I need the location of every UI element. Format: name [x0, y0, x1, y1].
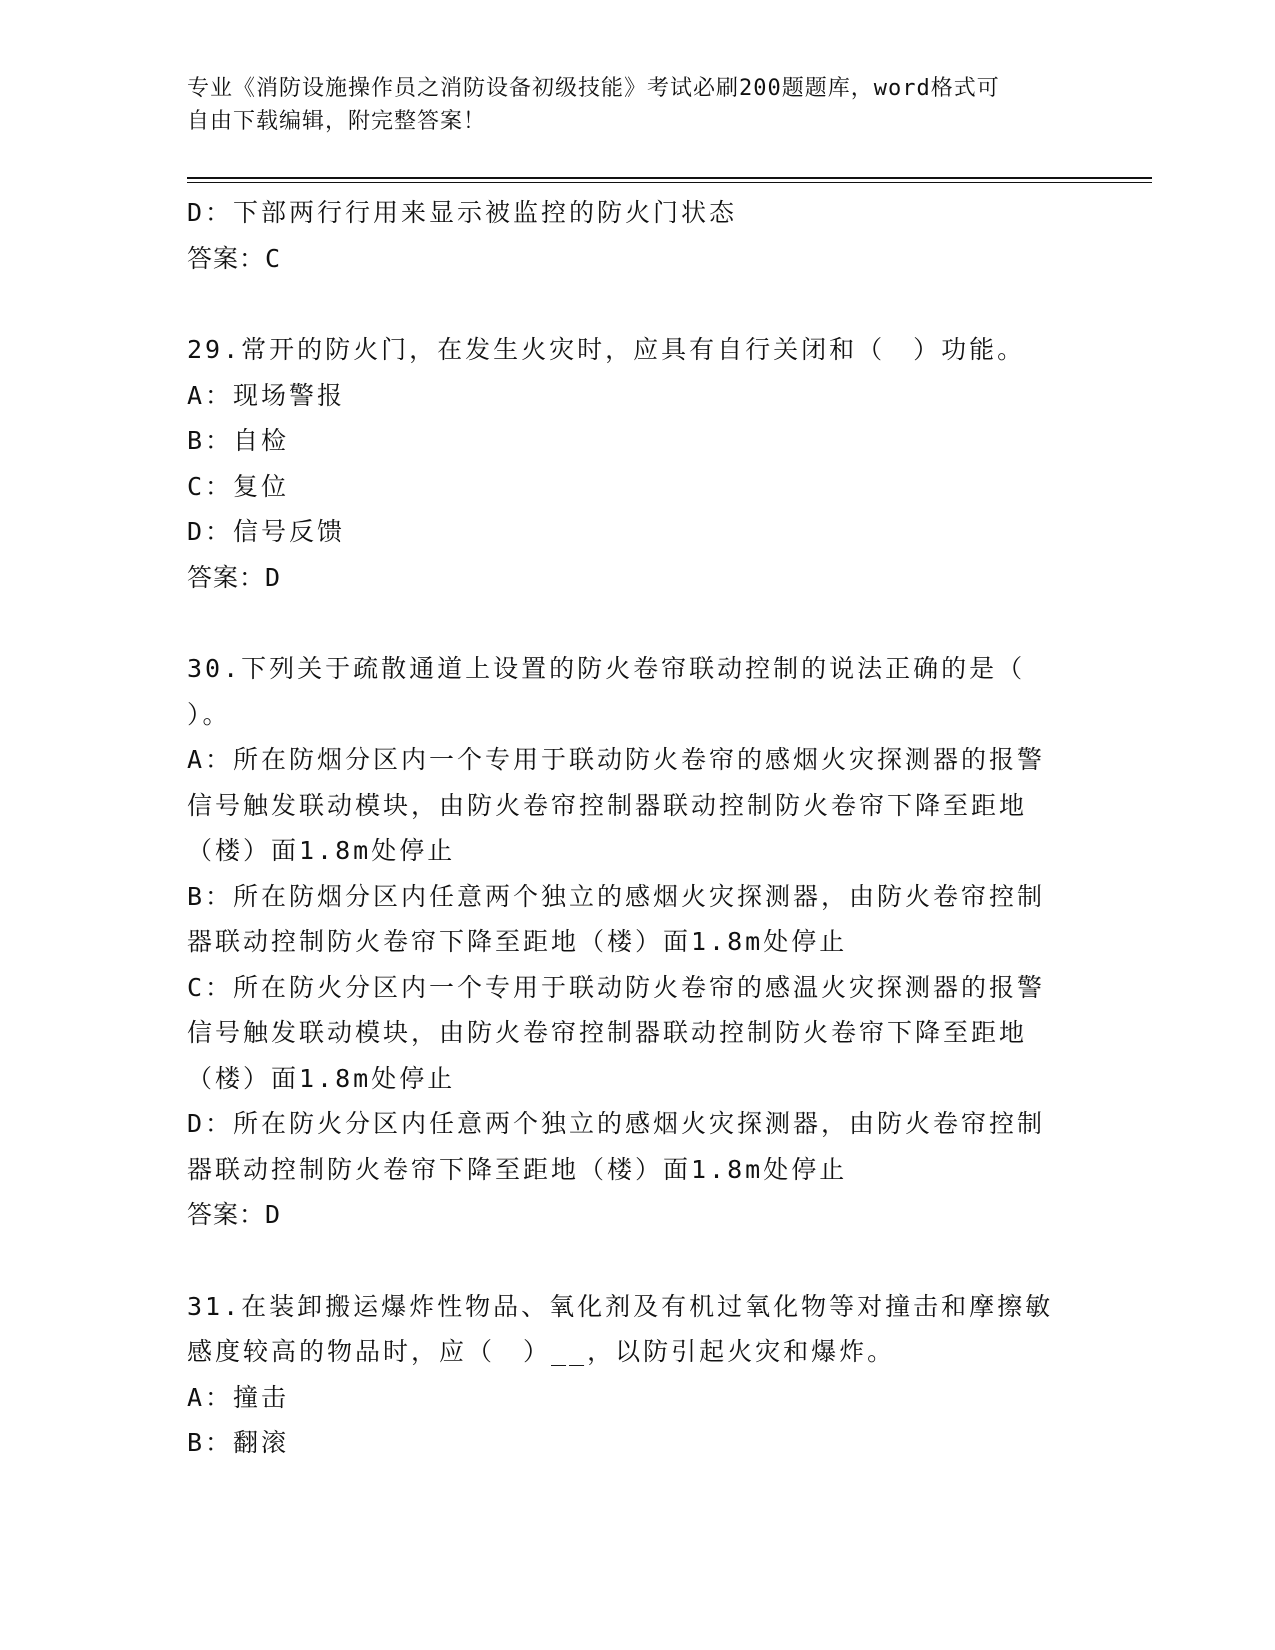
option-c: C：所在防火分区内一个专用于联动防火卷帘的感温火灾探测器的报警: [187, 972, 1046, 1002]
spacer: [187, 1238, 1067, 1284]
page-header: [187, 72, 1067, 138]
question-text-cont: 感度较高的物品时，应（ ）__，以防引起火灾和爆炸。: [187, 1337, 896, 1366]
option-c: C：复位: [187, 471, 290, 501]
header-divider-thick: [187, 177, 1152, 179]
question-31: [187, 1284, 1067, 1466]
option-a: A：撞击: [187, 1382, 290, 1412]
question-text: 30.下列关于疏散通道上设置的防火卷帘联动控制的说法正确的是（: [187, 654, 1026, 683]
header-divider-thin: [187, 182, 1152, 183]
option-d-cont: 器联动控制防火卷帘下降至距地（楼）面1.8m处停止: [187, 1154, 848, 1184]
option-a-cont: （楼）面1.8m处停止: [187, 836, 456, 865]
question-list: [187, 190, 1067, 1466]
option-d: D：所在防火分区内任意两个独立的感烟火灾探测器，由防火卷帘控制: [187, 1109, 1046, 1138]
question-text: 29.常开的防火门，在发生火灾时，应具有自行关闭和（ ）功能。: [187, 335, 1026, 364]
option-a: A：所在防烟分区内一个专用于联动防火卷帘的感烟火灾探测器的报警: [187, 745, 1046, 774]
question-28-tail: [187, 190, 1067, 281]
option-c-cont: （楼）面1.8m处停止: [187, 1063, 456, 1093]
answer-line: 答案：C: [187, 243, 282, 273]
question-text: 31.在装卸搬运爆炸性物品、氧化剂及有机过氧化物等对撞击和摩擦敏: [187, 1291, 1054, 1321]
answer-line: 答案：D: [187, 1200, 282, 1229]
question-text-cont: ）。: [187, 699, 231, 729]
option-a: A：现场警报: [187, 380, 346, 410]
option-d: D：下部两行行用来显示被监控的防火门状态: [187, 198, 738, 227]
option-b: B：所在防烟分区内任意两个独立的感烟火灾探测器，由防火卷帘控制: [187, 881, 1046, 911]
header-line-1: 专业《消防设施操作员之消防设备初级技能》考试必刷200题题库，word格式可: [187, 76, 1000, 101]
option-a-cont: 信号触发联动模块，由防火卷帘控制器联动控制防火卷帘下降至距地: [187, 790, 1028, 820]
answer-line: 答案：D: [187, 562, 282, 592]
option-b: B：翻滚: [187, 1428, 290, 1457]
question-30: [187, 646, 1067, 1238]
spacer: [187, 281, 1067, 327]
option-d: D：信号反馈: [187, 517, 346, 546]
option-c-cont: 信号触发联动模块，由防火卷帘控制器联动控制防火卷帘下降至距地: [187, 1018, 1028, 1047]
option-b-cont: 器联动控制防火卷帘下降至距地（楼）面1.8m处停止: [187, 927, 848, 956]
question-29: [187, 327, 1067, 600]
option-b: B：自检: [187, 426, 290, 455]
header-line-2: 自由下载编辑，附完整答案！: [187, 109, 487, 134]
spacer: [187, 600, 1067, 646]
